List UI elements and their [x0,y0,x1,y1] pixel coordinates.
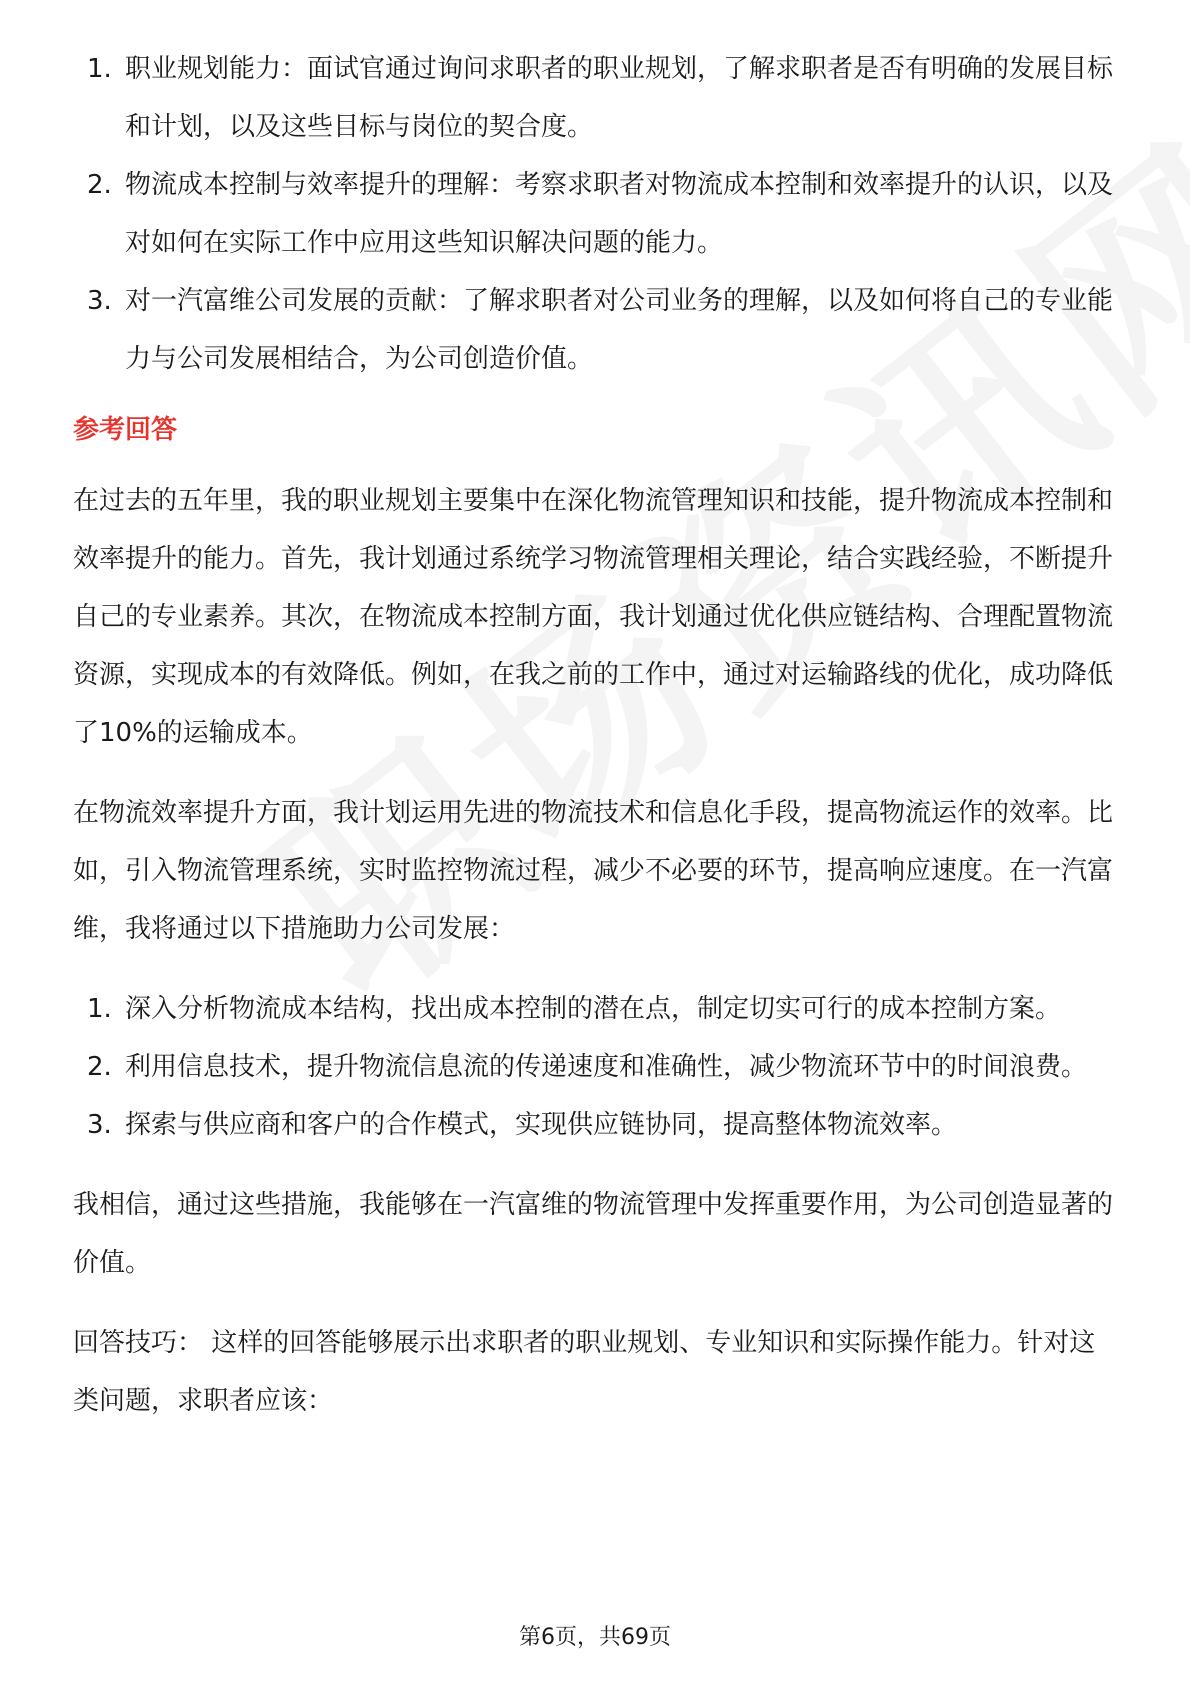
list-item [73,1096,1118,1154]
list-item [73,156,1118,272]
answer-paragraph-2: 在物流效率提升方面，我计划运用先进的物流技术和信息化手段，提高物流运作的效率。比如，引入物流管理系统，实时监控物流过程，减少不必要的环节，提高响应速度。在一汽富维，我将通过以下措施助力公司发展： [73,798,1114,944]
list-item [73,980,1118,1038]
list-item-number: 1. [87,54,112,84]
list-item [73,1038,1118,1096]
list-item-text: 深入分析物流成本结构，找出成本控制的潜在点，制定切实可行的成本控制方案。 [125,994,1062,1024]
list-item-text: 利用信息技术，提升物流信息流的传递速度和准确性，减少物流环节中的时间浪费。 [125,1052,1088,1082]
page-number-footer: 第6页，共69页 [519,1625,671,1650]
list-item-text: 对一汽富维公司发展的贡献：了解求职者对公司业务的理解，以及如何将自己的专业能力与公司发展相结合，为公司创造价值。 [125,286,1114,374]
reference-answer-heading: 参考回答 [73,415,178,445]
answer-tips-paragraph: 回答技巧： 这样的回答能够展示出求职者的职业规划、专业知识和实际操作能力。针对这类问题，求职者应该： [73,1328,1096,1416]
list-item-text: 物流成本控制与效率提升的理解：考察求职者对物流成本控制和效率提升的认识，以及对如何在实际工作中应用这些知识解决问题的能力。 [125,170,1114,258]
list-item [73,40,1118,156]
list-item-number: 3. [87,286,112,316]
measures-list [73,980,1118,1154]
list-item-number: 2. [87,170,112,200]
answer-paragraph-3: 我相信，通过这些措施，我能够在一汽富维的物流管理中发挥重要作用，为公司创造显著的价值。 [73,1190,1114,1278]
answer-paragraph-1: 在过去的五年里，我的职业规划主要集中在深化物流管理知识和技能，提升物流成本控制和效率提升的能力。首先，我计划通过系统学习物流管理相关理论，结合实践经验，不断提升自己的专业素养。其次，在物流成本控制方面，我计划通过优化供应链结构、合理配置物流资源，实现成本的有效降低。例如，在我之前的工作中，通过对运输路线的优化，成功降低了10%的运输成本。 [73,486,1114,748]
evaluation-points-list [73,40,1118,388]
list-item-text: 职业规划能力：面试官通过询问求职者的职业规划，了解求职者是否有明确的发展目标和计划，以及这些目标与岗位的契合度。 [125,54,1114,142]
list-item-number: 1. [87,994,112,1024]
list-item-number: 3. [87,1110,112,1140]
document-content [73,40,1118,1430]
list-item [73,272,1118,388]
list-item-number: 2. [87,1052,112,1082]
list-item-text: 探索与供应商和客户的合作模式，实现供应链协同，提高整体物流效率。 [125,1110,958,1140]
